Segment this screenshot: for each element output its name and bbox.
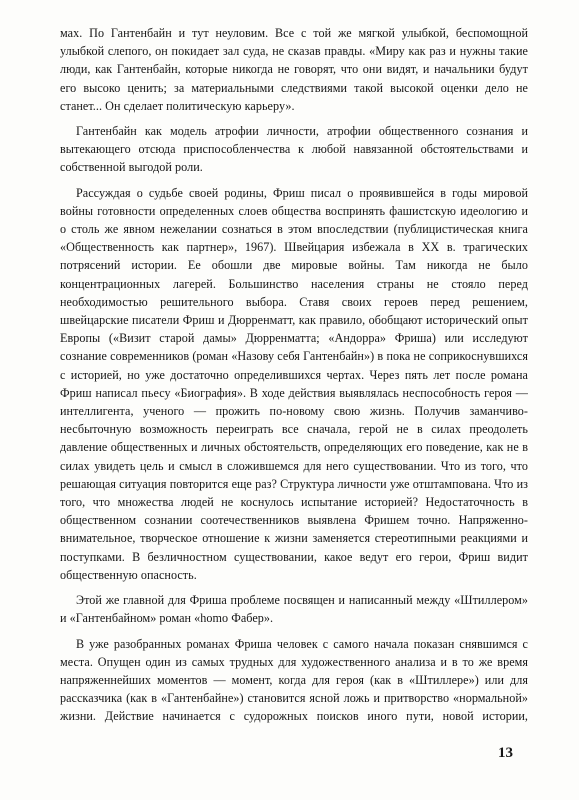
paragraph-5: В уже разобранных романах Фриша человек с самого начала показан снявшимся с места. Опущен один из самых трудных для художественного анализа и в то же время напряженнейших моментов — момент, когда для героя (как в «Штиллере») или для рассказчика (как в «Гантенбайне») становится ясной ложь и притворство «нормальной» жизни. Действие начинается с судорожных поисков иного пути, новой истории, xyxy=(60,636,528,724)
body-text xyxy=(60,24,528,726)
paragraph-3: Рассуждая о судьбе своей родины, Фриш писал о проявившейся в годы мировой войны готовности определенных слоев общества воспринять фашистскую идеологию и о столь же явном нежелании сознаться в этом впоследствии (публицистическая книга «Общественность как партнер», 1967). Швейцария избежала в XX в. трагических потрясений истории. Ее обошли две мировые войны. Там никогда не было концентрационных лагерей. Большинство населения страны не стояло перед необходимостью решительного выбора. Ставя своих героев перед решением, швейцарские писатели Фриш и Дюрренматт, как правило, обобщают исторический опыт Европы («Визит старой дамы» Дюрренматта; «Андорра» Фриша) или исследуют сознание современников (роман «Назову себя Гантенбайн») в пока не соприкоснувшихся с историей, но уже достаточно определившихся чертах. Через пять лет после романа Фриш написал пьесу «Биография». В ходе действия выявлялась неспособность героя — интеллигента, ученого — прожить по-новому свою жизнь. Получив заманчиво-несбыточную возможность переиграть все сначала, герой не в силах преодолеть давление общественных и личных обстоятельств, определяющих его поведение, как не в силах увидеть цель и смысл в сложившемся для него существовании. Что из того, что решающая ситуация повторится еще раз? Структура личности уже отштампована. Что из того, что множества людей не коснулось испытание историей? Недостаточность в общественном сознании соотечественников выявлена Фришем точно. Напряженно-внимательное, творческое отношение к жизни заменяется стереотипными реакциями и поступками. В безличностном существовании, какое ведут его герои, Фриш видит общественную опасность. xyxy=(60,185,528,582)
page-number: 13 xyxy=(498,745,513,761)
paragraph-1: мах. По Гантенбайн и тут неуловим. Все с той же мягкой улыбкой, беспомощной улыбкой слепого, он покидает зал суда, не сказав правды. «Миру как раз и нужны такие люди, как Гантенбайн, которые никогда не говорят, что они видят, и начальники будут его высоко ценить; за материальными следствиями такой высокой оценки дело не станет... Он сделает политическую карьеру». xyxy=(60,26,528,113)
paragraph-4: Этой же главной для Фриша проблеме посвящен и написанный между «Штиллером» и «Гантенбайном» роман «homo Фабер». xyxy=(60,593,528,626)
paragraph-2: Гантенбайн как модель атрофии личности, атрофии общественного сознания и вытекающего отсюда приспособленчества к любой навязанной обстоятельствами и собственной выгодой роли. xyxy=(60,124,528,175)
